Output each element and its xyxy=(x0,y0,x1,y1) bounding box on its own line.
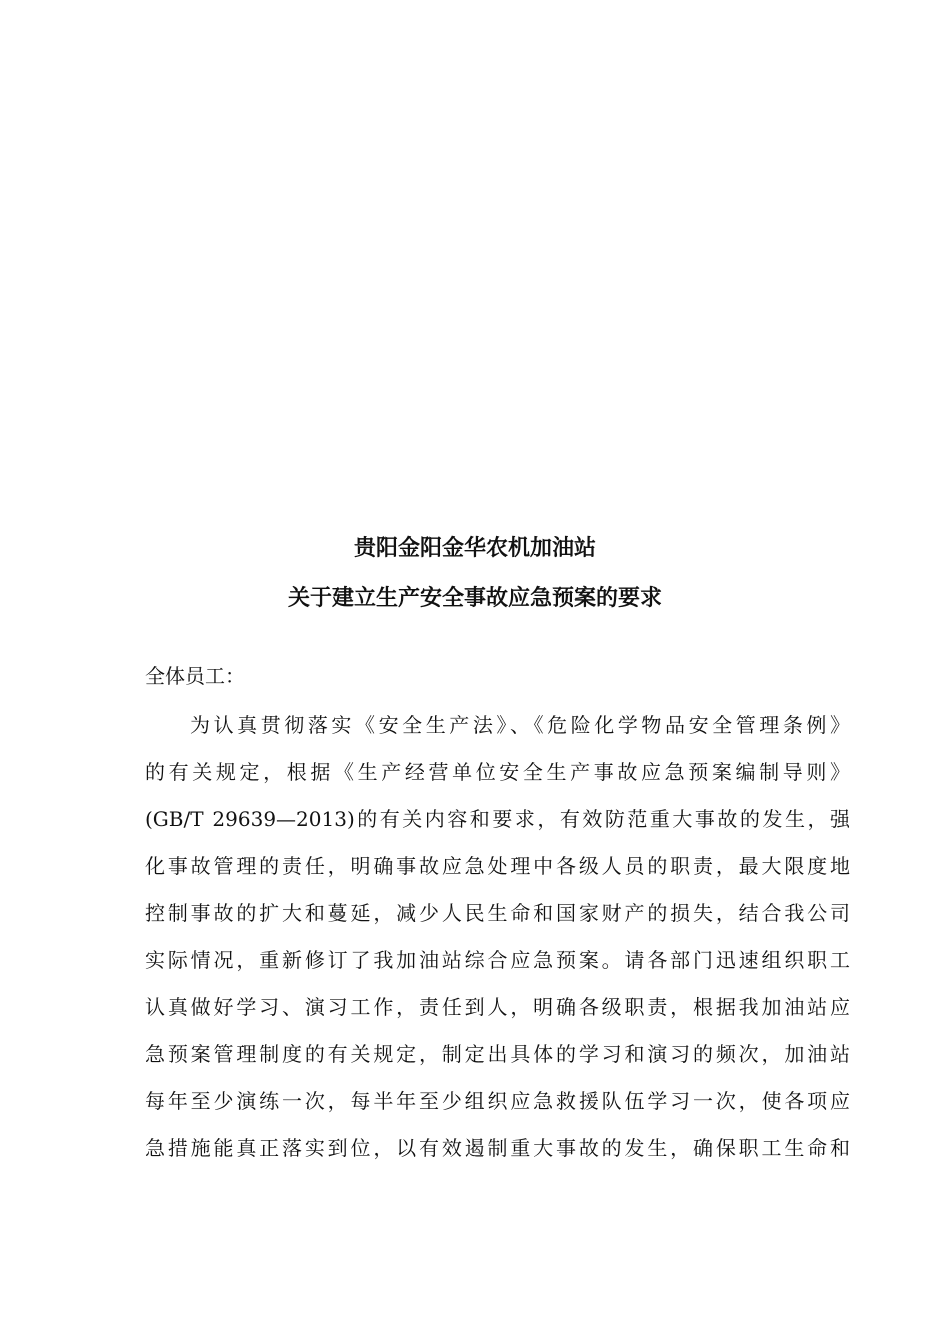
body-line-3: (GB/T 29639—2013)的有关内容和要求，有效防范重大事故的发生，强 xyxy=(145,807,850,831)
body-line-5: 控制事故的扩大和蔓延，减少人民生命和国家财产的损失，结合我公司 xyxy=(145,901,850,925)
document-title-line2: 关于建立生产安全事故应急预案的要求 xyxy=(287,586,662,611)
body-line-8: 急预案管理制度的有关规定，制定出具体的学习和演习的频次，加油站 xyxy=(145,1042,850,1066)
salutation: 全体员工： xyxy=(145,664,245,688)
body-line-1: 为认真贯彻落实《安全生产法》、《危险化学物品安全管理条例》 xyxy=(190,713,850,737)
document-title-line1: 贵阳金阳金华农机加油站 xyxy=(353,536,596,561)
body-line-2: 的有关规定，根据《生产经营单位安全生产事故应急预案编制导则》 xyxy=(145,760,850,784)
body-line-6: 实际情况，重新修订了我加油站综合应急预案。请各部门迅速组织职工 xyxy=(145,948,850,972)
body-line-7: 认真做好学习、演习工作，责任到人，明确各级职责，根据我加油站应 xyxy=(145,995,850,1019)
body-line-4: 化事故管理的责任，明确事故应急处理中各级人员的职责，最大限度地 xyxy=(145,854,850,878)
body-line-9: 每年至少演练一次，每半年至少组织应急救援队伍学习一次，使各项应 xyxy=(145,1089,850,1113)
body-line-10: 急措施能真正落实到位，以有效遏制重大事故的发生，确保职工生命和 xyxy=(145,1136,850,1160)
